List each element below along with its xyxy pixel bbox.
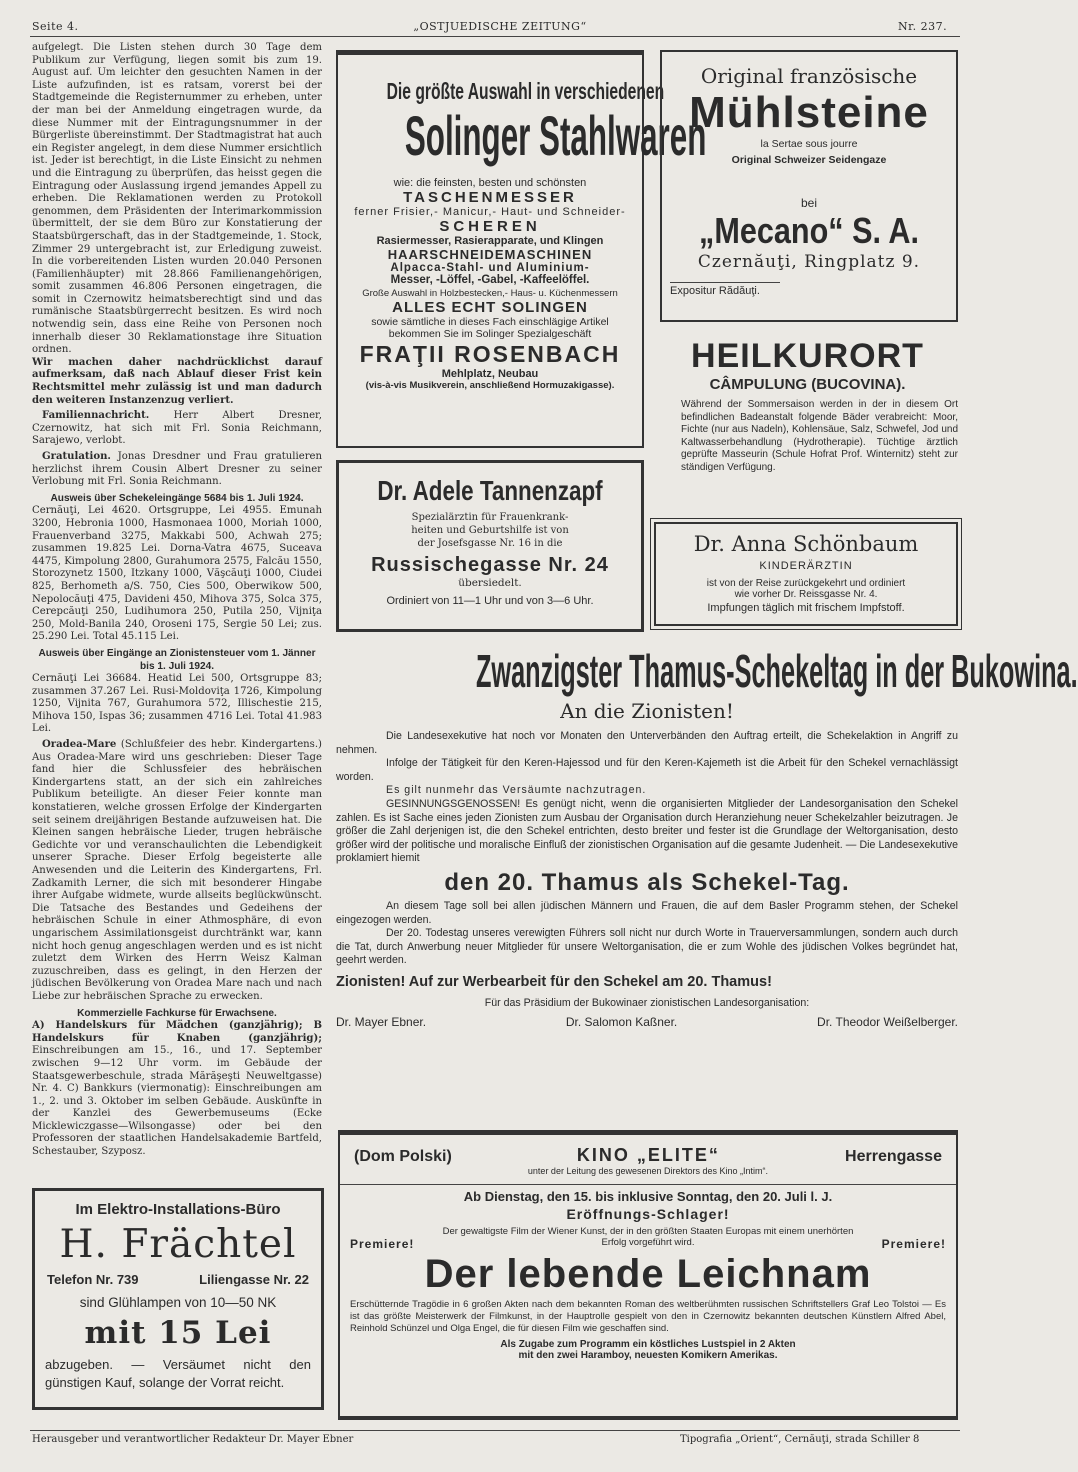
appeal-for: Für das Präsidium der Bukowinaer zionistischen Landesorganisation: [484,996,810,1009]
ad-heilkurort [655,336,960,474]
footer-rule [30,1430,960,1431]
fraechtel-phone: Telefon Nr. 739 [47,1272,139,1287]
kurse-text: Einschreibungen am 15., 16., und 17. September zwischen 9—12 Uhr vorm. im Gebäude der Staatsgewerbeschule, strada Mărăşeşti Neuweltgasse) Nr. 4. C) Bankkurs (viermonatig): Einschreibungen am 1., 2. und 3. Oktober im selben Gebäude. Auskünfte in der Kanzlei des Gewerbemuseums (Ecke Micklewiczgasse—Wilsongasse) oder bei den Professoren der staatlichen Handelsakademie Bartfeld, Schestauber, Szyposz. [32,1045,322,1158]
grat-title: Gratulation. [42,451,111,462]
mecano-l4: Original Schweizer Seidengaze [731,154,887,166]
appeal-p6: Der 20. Todestag unseres verewigten Führers soll nicht nur durch Worte in Trauerversammlungen, sondern auch durch die Tat, durch Anwerbung neuer Mitglieder für unsere Weltorganisation, die er zum Wohle des jüdischen Volkes begründet hat, geehrt werden. [336,927,958,967]
fraechtel-price: mit 15 Lei [84,1315,272,1351]
appeal-headline: Zwanzigster Thamus-Schekeltag in der Bukowina. [475,645,1078,697]
mecano-l8: Expositur Rădăuţi. [670,282,780,297]
rosenbach-l7: Rasiermesser, Rasierapparate, und Klingen [376,235,604,247]
oradea-text: (Schlußfeier des hebr. Kindergartens.) Aus Oradea-Mare wird uns geschrieben: Dieser Tage fand hier die Schlussfeier des hebräischen Kindergartens statt, an der sich ein zahlreiches Publikum beteiligte. An dieser Feier konnte man konstatieren, welche grossen Erfolge der Kindergarten seit seinem dreijährigen Bestande aufzuweisen hat. Die Kleinen sangen hebräische Lieder, trugen hebräische Gedichte vor und veranschaulichten die Lebendigkeit unserer Sprache. Dieser Erfolg begeisterte alle Anwesenden und die Leiterin des Kindergartens, Frl. Zadkamith Lerner, die sich mit besonderer Hingabe ihrer Aufgabe widmete, wurde allseits beglückwünscht. Die Tatsache des Bestandes und Gedeihens der hebräischen Schule in einer Athmosphäre, di evon ungarischem Assimilationsgeist durchtränkt war, kann nicht hoch genug angeschlagen werden und es ist nicht zuletzt dem Wirken des Herrn Weisz Kalman zuzuschreiben, dass es gelingt, in den Herzen der jüdischen Bevölkerung von Oradea Mare nach und nach Liebe zur hebräischen Sprache zu erwecken. [32,739,322,1002]
newspaper-title: „OSTJUEDISCHE ZEITUNG“ [413,20,587,33]
heilkurort-title: HEILKURORT [691,337,924,375]
rosenbach-l16: Mehlplatz, Neubau [441,368,539,380]
appeal-sig2: Dr. Salomon Kaßner. [565,1014,678,1029]
appeal-p1: Die Landesexekutive hat noch vor Monaten den Unterverbänden den Auftrag erteilt, die Schekelaktion in Angriff zu nehmen. [336,730,958,756]
mecano-l6: „Mecano“ S. A. [699,210,919,251]
heilkurort-subtitle: CÂMPULUNG (BUCOVINA). [709,376,906,393]
familien-text: Herr Albert Dresner, Czernowitz, hat sich mit Frl. Sonia Reichmann, Sarajewo, verlobt. [32,410,322,447]
mecano-l3: la Sertae sous jourre [760,138,858,150]
rosenbach-l2: Solinger Stahlwaren [404,104,707,167]
appeal-p2: Infolge der Tätigkeit für den Keren-Hajessod und für den Keren-Kajemeth ist die Arbeit für den Schekel vernachlässigt worden. [336,757,958,783]
schoenbaum-l3: Impfungen täglich mit frischem Impfstoff. [707,602,905,614]
header-rule [30,36,960,37]
tannenzapf-address: Russischegasse Nr. 24 [371,554,609,576]
rosenbach-l12: ALLES ECHT SOLINGEN [392,299,588,316]
kino-left: (Dom Polski) [354,1148,452,1165]
ad-fraechtel [32,1188,324,1410]
rosenbach-l13: sowie sämtliche in dieses Fach einschlägige Artikel [371,316,609,328]
ad-mecano [660,50,958,322]
ad-schoenbaum [654,522,958,626]
kino-right: Herrengasse [845,1148,942,1165]
schoenbaum-l1: ist von der Reise zurückgekehrt und ordiniert [706,578,906,589]
rosenbach-l6: SCHEREN [439,218,541,235]
fraechtel-line3: sind Glühlampen von 10—50 NK [79,1295,277,1310]
tannenzapf-hours: Ordiniert von 11—1 Uhr und von 3—6 Uhr. [386,594,594,607]
rosenbach-l10: Messer, -Löffel, -Gabel, -Kaffeelöffel. [390,274,590,286]
rosenbach-l17: (vis-à-vis Musikverein, anschließend Hormuzakigasse). [365,380,615,391]
ad-rosenbach [336,50,707,448]
intro-bold: Wir machen daher nachdrücklichst darauf aufmerksam, daß nach Ablauf dieser Frist kein Rechtsmittel mehr zulässig ist und man dadurch den weiteren Instanzenzug verliert. [32,356,322,406]
grat-text: Jonas Dresdner und Frau gratulieren herzlichst ihrem Cousin Albert Dresner zu seiner Verlobung mit Frl. Sonia Reichmann. [32,451,323,488]
schekel-title: Ausweis über Schekeleingänge 5684 bis 1. Juli 1924. [50,492,304,504]
schoenbaum-role: KINDERÄRZTIN [759,560,853,572]
appeal-sig3: Dr. Theodor Weißelberger. [817,1014,958,1029]
fraechtel-address: Liliengasse Nr. 22 [199,1272,309,1287]
appeal-section [336,644,1078,1029]
appeal-big: den 20. Thamus als Schekel-Tag. [444,868,850,896]
kurse-title: Kommerzielle Fachkurse für Erwachsene. [77,1007,277,1019]
appeal-body [336,730,958,866]
appeal-sub: An die Zionisten! [560,699,734,723]
rosenbach-l11: Große Auswahl in Holzbestecken,- Haus- u. Küchenmessern [362,288,618,299]
kurse-bold: A) Handelskurs für Mädchen (ganzjährig); B Handelskurs für Knaben (ganzjährig); [32,1020,322,1044]
steuer-title: Ausweis über Eingänge an Zionistensteuer vom 1. Jänner bis 1. Juli 1924. [38,647,316,672]
ad-tannenzapf [336,460,644,632]
fraechtel-name: H. Frächtel [59,1222,297,1267]
fraechtel-line5: abzugeben. — Versäumet nicht den günstigen Kauf, solange der Vorrat reicht. [45,1357,311,1390]
ad-kino [338,1130,958,1420]
fraechtel-line1: Im Elektro-Installations-Büro [75,1201,281,1218]
heilkurort-text: Während der Sommersaison werden in der in diesem Ort befindlichen Badeanstalt folgende Bäder verabreicht: Moor, Fichte (nur aus Nadeln), Kohlensäue, Salz, Schwefel, Jod und Kaltwasserbehandlung (Hydrotherapie). Tüchtige ärztlich geprüfte Masseurin (Schule Hofrat Prof. Winternitz) steht zur ständigen Verfügung. [681,399,958,473]
kino-under: unter der Leitung des gewesenen Direktors des Kino „Intim“. [527,1166,769,1176]
rosenbach-l15: FRAŢII ROSENBACH [359,341,621,367]
rosenbach-l3: wie: die feinsten, besten und schönsten [393,177,587,189]
appeal-p3: Es gilt nunmehr das Versäumte nachzutragen. [386,784,647,797]
kino-premiere-right: Premiere! [881,1237,946,1251]
kino-opening: Eröffnungs-Schlager! [566,1206,730,1222]
mecano-l1: Original französische [700,64,918,88]
rosenbach-l1: Die größte Auswahl in verschiedenen [386,78,665,104]
tannenzapf-l3: der Josefsgasse Nr. 16 in die [417,538,563,549]
rosenbach-l5: ferner Frisier,- Manicur,- Haut- und Schneider- [354,206,626,218]
tannenzapf-l2: heiten und Geburtshilfe ist von [411,525,569,536]
kino-film2: Erfolg vorgeführt wird. [601,1237,695,1248]
page-number: Seite 4. [32,20,79,33]
kino-desc: Erschütternde Tragödie in 6 großen Akten nach dem bekannten Roman des weltberühmten russischen Schriftstellers Graf Leo Tolstoi — Es ist das größte Meisterwerk der Filmkunst, in der Hauptrolle gespielt von den in Czernowitz bekannten deutschen Künstlern Alfred Abel, Reinhold Schünzel und Olga Engel, die für diesen Film wie geschaffen sind. [350,1299,946,1334]
schekel-text: Cernăuţi, Lei 4620. Ortsgruppe, Lei 4955. Emunah 3200, Hebronia 1000, Hasmonaea 1000, Moriah 1000, Frauenverband 3275, Makkabi 500, Achwah 275; zusammen 19.825 Lei. Dorna-Vatra 4675, Suceava 4475, Kimpolung 2800, Gurahumora 2575, Falcău 1550, Storozynetz 1500, Itzkany 1000, Văşcăuţi 1000, Ciudei 825, Berhometh a/S. 750, Cies 500, Oberwikow 500, Nepolocăuţi 475, Davideni 450, Mihova 375, Solca 375, Cerepcăuţi 250, Ludihumora 250, Putila 250, Vijniţa 250, Mold-Banila 240, Oroseni 175, Sergie 50 Lei; zus. 25.290 Lei. Total 45.115 Lei. [32,505,322,643]
footer-left: Herausgeber und verantwortlicher Redakteur Dr. Mayer Ebner [32,1434,354,1445]
kino-name: KINO „ELITE“ [576,1145,720,1165]
mecano-l2: Mühlsteine [689,88,929,137]
rosenbach-l14: bekommen Sie im Solinger Spezialgeschäft [388,328,592,340]
steuer-text: Cernăuţi Lei 36684. Heatid Lei 500, Ortsgruppe 83; zusammen 37.267 Lei. Rusi-Moldoviţa 1726, Kimpolung 1250, Vijnita 767, Gurahumora 572, Illischestie 215, Mihova 150, Ispas 36; zusammen 4716 Lei. Total 41.983 Lei. [32,673,322,735]
issue-number: Nr. 237. [898,20,948,33]
mecano-l7: Czernăuţi, Ringplatz 9. [697,252,921,272]
kino-dates: Ab Dienstag, den 15. bis inklusive Sonntag, den 20. Juli l. J. [340,1184,956,1204]
kino-title: Der lebende Leichnam [424,1252,872,1296]
intro-text: aufgelegt. Die Listen stehen durch 30 Tage dem Publikum zur Verfügung, liegen somit bis zum 19. August auf. Um leichter den gesuchten Namen in der Liste aufzufinden, ist es ratsam, vorerst bei der Stadtgemeinde die Registernummer zu erheben, unter der man bei der Anmeldung eingetragen wurde, da diese Nummer mit der Eintragungsnummer in der Bürgerliste übereinstimmt. Der Stadtmagistrat hat auch ein Register angelegt, in dem diese Nummer ersichtlich ist. Jeder ist berechtigt, in die Liste Einsicht zu nehmen und die Eintragung zu überprüfen, das heisst gegen die Eintragung oder Auslassung irgend jemandes Appell zu erheben. Die Reklamationen werden zu Protokoll genommen, dem Präsidenten der Interimarkommission übermittelt, der sie dem Büro zur Konstatierung der Staatsbürgerschaft, das in der Stadtgemeinde, 1. Stock, Zimmer 29 untergebracht ist, zur Erledigung zuweist. In die vorbereitenden Listen wurden 20.040 Personen (Familienhäupter) mit 28.866 Familienangehörigen, somit zusammen 46.806 Personen eingetragen, die somit in Czernowitz heimatsberechtigt sind und das rumänische Staatsbürgerrecht besitzen. Es wird noch notwendig sein, dass eine Reihe von Personen noch innerhalb dieser 30 Reklamationstage ihre Situation ordnen. [32,42,322,356]
kino-extra1: Als Zugabe zum Programm ein köstliches Lustspiel in 2 Akten [500,1339,796,1350]
appeal-call: Zionisten! Auf zur Werbearbeit für den Schekel am 20. Thamus! [336,973,772,990]
kino-extra2: mit den zwei Haramboy, neuesten Komikern Amerikas. [518,1350,778,1361]
rosenbach-l8: HAARSCHNEIDEMASCHINEN [387,247,593,262]
tannenzapf-moved: übersiedelt. [458,577,522,589]
appeal-sig1: Dr. Mayer Ebner. [336,1014,427,1029]
mecano-l5: bei [800,196,817,210]
appeal-p5: An diesem Tage soll bei allen jüdischen Männern und Frauen, die auf dem Basler Programm stehen, der Schekel eingezogen werden. [336,899,958,926]
tannenzapf-l1: Spezialärztin für Frauenkrank- [411,512,569,523]
kino-film1: Der gewaltigste Film der Wiener Kunst, der in den größten Staaten Europas mit einem unerhörten [442,1226,854,1237]
left-column [32,42,322,1372]
familien-title: Familiennachricht. [42,410,150,422]
tannenzapf-name: Dr. Adele Tannenzapf [377,475,603,506]
footer-right: Tipografia „Orient“, Cernăuţi, strada Schiller 8 [680,1434,920,1445]
oradea-title: Oradea-Mare [42,739,117,751]
rosenbach-l9: Alpacca-Stahl- und Aluminium- [390,262,590,274]
schoenbaum-name: Dr. Anna Schönbaum [693,532,919,556]
schoenbaum-l2: wie vorher Dr. Reissgasse Nr. 4. [734,589,878,600]
rosenbach-l4: TASCHENMESSER [403,189,577,206]
kino-premiere-left: Premiere! [350,1237,415,1251]
appeal-p4: GESINNUNGSGENOSSEN! Es genügt nicht, wenn die organisierten Mitglieder der Landesorganisation den Schekel zahlen. Es ist Sache eines jeden Zionisten zum Ausbau der Organisation durch Heranziehung neuer Schekelzahler beizutragen. Je größer die Zahl derjenigen ist, die den Schekel entrichten, desto breiter und fester ist die Grundlage der Weltorganisation, desto größer wird der politische und moralische Einfluß der zionistischen Organisation auf die gesamte Judenheit. — Die Landesexekutive proklamiert hiemit [336,797,958,865]
